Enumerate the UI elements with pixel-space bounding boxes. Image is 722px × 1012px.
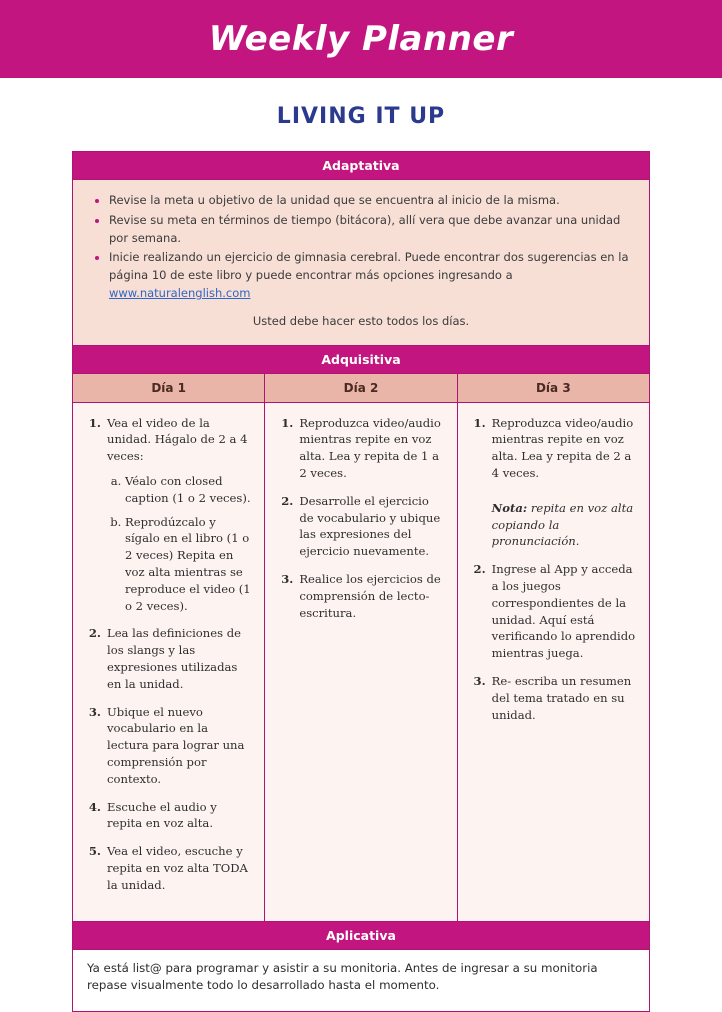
day1-header: Día 1 (73, 373, 265, 402)
day3-note (492, 500, 637, 550)
list-item (105, 415, 252, 615)
day3-header: Día 3 (457, 373, 649, 402)
adaptativa-note: Usted debe hacer esto todos los días. (252, 313, 470, 328)
day2-header: Día 2 (265, 373, 457, 402)
adaptativa-content (73, 180, 650, 346)
adaptativa-heading: Adaptativa (73, 152, 650, 180)
day2-steps (277, 415, 444, 622)
day1-steps (85, 415, 252, 894)
day1-substeps (107, 473, 252, 614)
bullet-text: Inicie realizando un ejercicio de gimnasia cerebral. Puede encontrar dos sugerencias en la página 10 de este libro y puede encontrar más opciones ingresando a (109, 250, 629, 283)
subtitle-section (0, 78, 722, 151)
list-item (109, 249, 635, 302)
step-text: Reproduzca video/audio mientras repite en voz alta. Lea y repita de 2 a 4 veces. (491, 415, 634, 481)
list-item: 4. Escuche el audio y repita en voz alta. (105, 799, 252, 833)
aplicativa-header-row (73, 921, 650, 949)
header-banner (0, 0, 722, 78)
aplicativa-body-row (73, 949, 650, 1011)
adaptativa-header-row (73, 152, 650, 180)
day-headers-row (73, 373, 650, 402)
day3-cell (457, 402, 649, 921)
day3-steps (470, 415, 637, 724)
day-content-row (73, 402, 650, 921)
list-item: 1. Reproduzca video/audio mientras repite en voz alta. Lea y repita de 1 a 2 veces. (297, 415, 444, 482)
day1-cell (73, 402, 265, 921)
unit-subtitle: LIVING IT UP (276, 104, 446, 129)
list-item: 3. Ubique el nuevo vocabulario en la lectura para lograr una comprensión por contexto. (105, 704, 252, 788)
list-item: b. Reprodúzcalo y sígalo en el libro (1 o 2 veces) Repita en voz alta mientras se reproduce el video (1 o 2 veces). (125, 514, 252, 615)
adaptativa-bullet-list (87, 192, 635, 303)
day2-cell (265, 402, 457, 921)
aplicativa-content: Ya está list@ para programar y asistir a su monitoria. Antes de ingresar a su monitoria repase visualmente todo lo desarrollado hasta el momento. (73, 949, 650, 1011)
list-item: 5. Vea el video, escuche y repita en voz alta TODA la unidad. (105, 843, 252, 893)
page-title: Weekly Planner (208, 19, 514, 59)
note-text: repita en voz alta copiando la pronunciación. (491, 500, 634, 549)
list-item: 3. Re- escriba un resumen del tema tratado en su unidad. (490, 673, 637, 723)
list-item: 3. Realice los ejercicios de comprensión de lecto- escritura. (297, 571, 444, 621)
aplicativa-heading: Aplicativa (73, 921, 650, 949)
adaptativa-body-row (73, 180, 650, 346)
natural-english-link[interactable]: www.naturalenglish.com (109, 286, 251, 301)
adquisitiva-heading: Adquisitiva (73, 345, 650, 373)
planner-table (72, 151, 650, 1012)
note-label: Nota: (491, 500, 528, 515)
list-item: 2. Desarrolle el ejercicio de vocabulario y ubique las expresiones del ejercicio nuevamente. (297, 493, 444, 560)
list-item: a. Véalo con closed caption (1 o 2 veces). (125, 473, 252, 507)
spacer (492, 482, 637, 500)
list-item (490, 415, 637, 551)
list-item: • Revise su meta en términos de tiempo (bitácora), allí vera que debe avanzar una unidad por semana. (109, 212, 635, 248)
list-item: 2. Lea las definiciones de los slangs y las expresiones utilizadas en la unidad. (105, 625, 252, 692)
list-item: • Revise la meta u objetivo de la unidad que se encuentra al inicio de la misma. (109, 192, 635, 210)
step-text: Vea el video de la unidad. Hágalo de 2 a 4 veces: (107, 415, 248, 464)
adquisitiva-header-row (73, 345, 650, 373)
list-item: 2. Ingrese al App y acceda a los juegos correspondientes de la unidad. Aquí está verificando lo aprendido mientras juega. (490, 561, 637, 662)
